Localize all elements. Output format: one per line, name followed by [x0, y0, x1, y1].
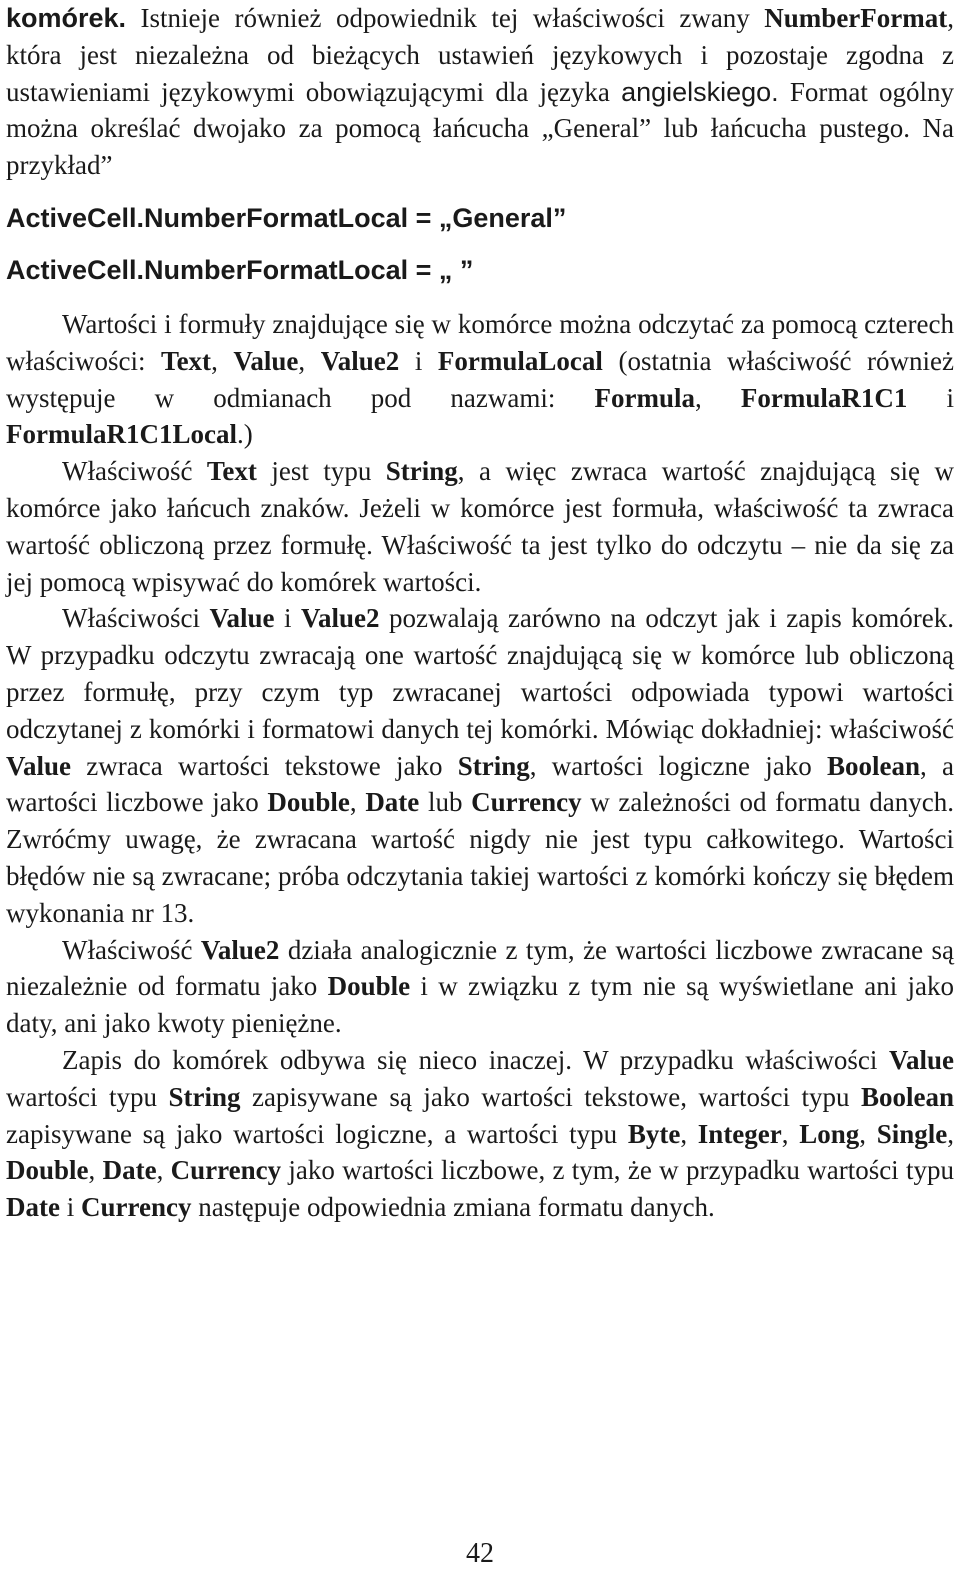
text-run: , [298, 345, 321, 376]
paragraph-value-properties [6, 600, 954, 931]
text-run: i w związku z tym nie są wyświetlane ani jako daty, ani jako kwoty pieniężne. [6, 971, 954, 1039]
bold-term: String [385, 456, 458, 487]
paragraph-numberformat [6, 0, 954, 184]
text-run: następuje odpowiednia zmiana formatu danych. [191, 1192, 715, 1223]
bold-term: Value2 [300, 603, 380, 634]
text-run: , [695, 382, 741, 413]
text-run: , a wartości liczbowe jako [6, 750, 955, 818]
text-run: angielskiego. [621, 76, 779, 107]
bold-term: Currency [81, 1192, 192, 1223]
paragraph-text-property [6, 453, 954, 600]
text-run: wartości typu [6, 1081, 169, 1112]
bold-term: Value [6, 750, 72, 781]
bold-term: Boolean [826, 750, 920, 781]
bold-term: FormulaR1C1Local [6, 419, 237, 450]
bold-term: Value [209, 603, 275, 634]
text-run: Właściwości [62, 603, 210, 634]
text-run: , wartości logiczne jako [529, 750, 827, 781]
text-run: , [211, 345, 234, 376]
text-run: , a więc zwraca wartość znajdującą się w komórce jako łańcuch znaków. Jeżeli w komórce jest formuła, właściwość ta zwraca wartość obliczoną przez formułę. Właściwość ta jest tylko do odczytu – nie da się za jej pomocą wpisywać do komórek wartości. [6, 456, 954, 597]
bold-term: Date [6, 1192, 60, 1223]
text-run: jako wartości liczbowe, z tym, że w przypadku wartości typu [281, 1155, 954, 1186]
bold-term: Long [799, 1118, 860, 1149]
text-run: lub [419, 787, 472, 818]
text-run: działa analogicznie z tym, że wartości liczbowe zwracane są niezależnie od formatu jako [6, 934, 955, 1002]
bold-term: Double [327, 971, 411, 1002]
text-run: Właściwość [62, 934, 201, 965]
text-run: , [859, 1118, 877, 1149]
text-run: , [349, 787, 366, 818]
text-run: i [274, 603, 301, 634]
text-run: zapisywane są jako wartości logiczne, a wartości typu [6, 1118, 628, 1149]
text-run: zapisywane są jako wartości tekstowe, wartości typu [240, 1081, 861, 1112]
bold-term: Date [102, 1155, 157, 1186]
text-run: Istnieje również odpowiednik tej właściwości zwany [126, 3, 765, 33]
paragraph-writing-cells [6, 1042, 954, 1226]
bold-term: Byte [627, 1118, 681, 1149]
bold-term: Boolean [860, 1081, 954, 1112]
bold-term: Date [365, 787, 420, 818]
text-run: , [947, 1118, 955, 1149]
bold-term: Text [161, 345, 212, 376]
document-page [6, 0, 954, 1226]
text-run: Właściwość [62, 456, 207, 487]
bold-term: NumberFormat [764, 3, 948, 33]
text-run: Wartości i formuły znajdujące się w komórce można odczytać za pomocą czterech właściwości: [6, 308, 954, 376]
bold-term: Double [267, 787, 350, 818]
bold-term: Text [206, 456, 257, 487]
bold-term: String [168, 1081, 241, 1112]
text-run: i [399, 345, 438, 376]
text-run: Zapis do komórek odbywa się nieco inaczej. W przypadku właściwości [62, 1044, 889, 1075]
bold-term: komórek. [6, 3, 127, 33]
text-run: , [156, 1155, 171, 1186]
text-run: Format ogólny można określać dwojako za pomocą łańcucha „General” lub łańcucha pustego. Na przykład” [6, 76, 954, 181]
code-line-empty: ActiveCell.NumberFormatLocal = „ ” [6, 254, 474, 285]
paragraph-reading-properties [6, 306, 954, 453]
page-number: 42 [466, 1538, 494, 1569]
bold-term: Value2 [200, 934, 280, 965]
text-run: jest typu [256, 456, 386, 487]
bold-term: Double [6, 1155, 89, 1186]
bold-term: FormulaLocal [437, 345, 603, 376]
text-run: i [907, 382, 954, 413]
text-run: zwraca wartości tekstowe jako [71, 750, 458, 781]
bold-term: Currency [471, 787, 582, 818]
code-line-general: ActiveCell.NumberFormatLocal = „General” [6, 202, 567, 233]
text-run: .) [236, 419, 253, 450]
bold-term: Value [233, 345, 299, 376]
text-run: , [781, 1118, 800, 1149]
text-run: , [88, 1155, 103, 1186]
text-run: , [680, 1118, 698, 1149]
bold-term: Value [888, 1044, 954, 1075]
bold-term: Currency [170, 1155, 282, 1186]
bold-term: Formula [594, 382, 695, 413]
bold-term: String [457, 750, 530, 781]
text-run: (ostatnia właściwość również występuje w odmianach pod nazwami: [6, 345, 955, 413]
bold-term: Integer [697, 1118, 782, 1149]
text-run: , która jest niezależna od bieżących ustawień językowych i pozostaje zgodna z ustawieniami językowymi obowiązującymi dla języka [6, 3, 954, 107]
text-run: w zależności od formatu danych. Zwróćmy uwagę, że zwracana wartość nigdy nie jest typu całkowitego. Wartości błędów nie są zwracane; próba odczytania takiej wartości z komórki kończy się błędem wykonania nr 13. [6, 787, 954, 928]
bold-term: Value2 [320, 345, 400, 376]
paragraph-value2-property [6, 932, 954, 1042]
bold-term: FormulaR1C1 [740, 382, 908, 413]
text-run: pozwalają zarówno na odczyt jak i zapis komórek. W przypadku odczytu zwracają one wartość znajdującą się w komórce lub obliczoną przez formułę, przy czym typ zwracanej wartości odpowiada typowi wartości odczytanej z komórki i formatowi danych tej komórki. Mówiąc dokładniej: właściwość [6, 603, 954, 744]
bold-term: Single [876, 1118, 948, 1149]
text-run: i [59, 1192, 81, 1223]
